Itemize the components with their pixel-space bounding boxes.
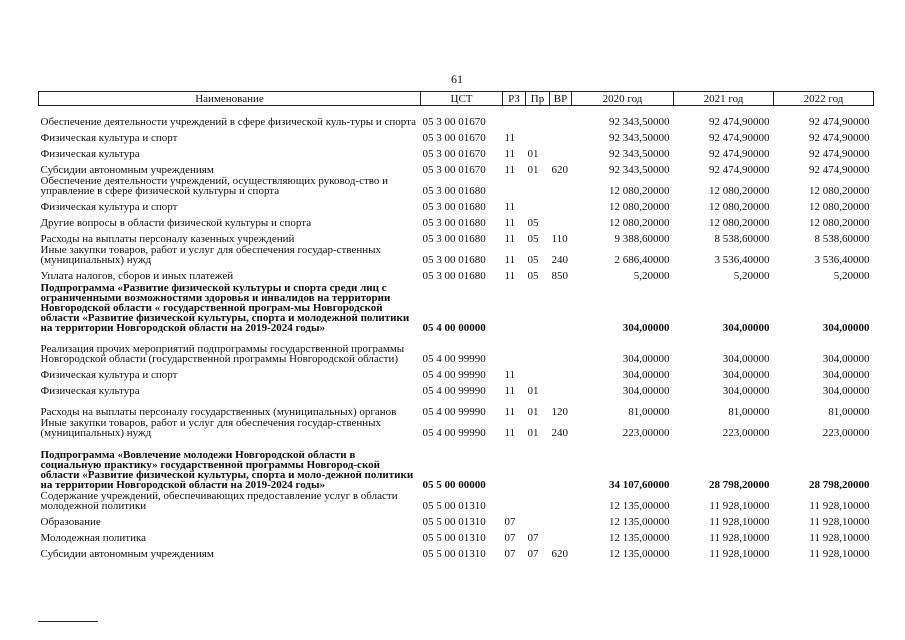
row-rz: 11 bbox=[504, 217, 516, 229]
row-pr bbox=[526, 490, 550, 511]
row-name: Иные закупки товаров, работ и услуг для обеспечения государ-ственных (муниципальных) нужд bbox=[40, 417, 382, 439]
table-row bbox=[39, 196, 874, 212]
row-name: Физическая культура и спорт bbox=[40, 201, 178, 213]
table-row bbox=[39, 417, 874, 438]
table-row bbox=[39, 175, 874, 196]
row-name: Обеспечение деятельности учреждений, осуществляющих руковод-ство и управление в сфере физической культуры и спорта bbox=[40, 175, 389, 197]
row-rz bbox=[503, 175, 526, 196]
row-cst: 05 3 00 01670 bbox=[422, 164, 486, 176]
row-vr: 240 bbox=[551, 427, 568, 439]
row-2021: 81,00000 bbox=[728, 406, 770, 418]
row-cst: 05 3 00 01680 bbox=[422, 254, 486, 266]
row-2021: 304,00000 bbox=[722, 369, 770, 381]
row-pr bbox=[526, 364, 550, 380]
table-row bbox=[39, 527, 874, 543]
row-pr bbox=[526, 175, 550, 196]
row-pr: 01 bbox=[527, 164, 539, 176]
row-pr: 01 bbox=[527, 427, 539, 439]
row-2021: 5,20000 bbox=[733, 270, 770, 282]
row-cst: 05 4 00 00000 bbox=[422, 322, 486, 334]
header-2020: 2020 год bbox=[572, 92, 674, 106]
row-2021: 3 536,40000 bbox=[714, 254, 770, 266]
table-row bbox=[39, 265, 874, 281]
row-name: Подпрограмма «Развитие физической культуры и спорта среди лиц с ограниченными возможностями здоровья и инвалидов на территории Новгородской области « государственной програм-мы Новгородской области «Развитие физической культуры, спорта и молодежной политики на территории Новгородской области на 2019-2024 годы» bbox=[40, 282, 410, 334]
row-rz: 11 bbox=[504, 233, 516, 245]
row-rz: 11 bbox=[504, 254, 516, 266]
row-2022: 304,00000 bbox=[822, 369, 870, 381]
row-vr bbox=[550, 333, 572, 364]
table-row bbox=[39, 364, 874, 380]
row-pr bbox=[526, 127, 550, 143]
row-2020: 12 135,00000 bbox=[609, 548, 670, 560]
row-cst: 05 3 00 01680 bbox=[422, 217, 486, 229]
row-2022: 8 538,60000 bbox=[814, 233, 870, 245]
row-2021: 92 474,90000 bbox=[709, 164, 770, 176]
row-vr bbox=[550, 106, 572, 128]
row-cst: 05 5 00 01310 bbox=[422, 516, 486, 528]
row-pr bbox=[526, 281, 550, 333]
row-rz: 11 bbox=[504, 427, 516, 439]
row-2020: 92 343,50000 bbox=[609, 132, 670, 144]
row-cst: 05 3 00 01670 bbox=[422, 148, 486, 160]
header-2021: 2021 год bbox=[674, 92, 774, 106]
row-name: Физическая культура и спорт bbox=[40, 369, 178, 381]
row-rz: 07 bbox=[504, 532, 516, 544]
row-pr: 05 bbox=[527, 270, 539, 282]
row-rz bbox=[503, 438, 526, 490]
row-2020: 12 080,20000 bbox=[609, 201, 670, 213]
row-pr bbox=[526, 511, 550, 527]
row-cst: 05 3 00 01670 bbox=[422, 132, 486, 144]
row-2022: 92 474,90000 bbox=[809, 116, 870, 128]
row-2022: 11 928,10000 bbox=[809, 500, 870, 512]
table-row bbox=[39, 159, 874, 175]
row-2022: 304,00000 bbox=[822, 322, 870, 334]
row-2021: 8 538,60000 bbox=[714, 233, 770, 245]
row-2021: 12 080,20000 bbox=[709, 185, 770, 197]
row-vr bbox=[550, 511, 572, 527]
row-cst: 05 3 00 01680 bbox=[422, 185, 486, 197]
header-pr: Пр bbox=[526, 92, 550, 106]
table-row bbox=[39, 396, 874, 417]
row-name: Другие вопросы в области физической культуры и спорта bbox=[40, 217, 312, 229]
row-2022: 3 536,40000 bbox=[814, 254, 870, 266]
row-rz: 11 bbox=[504, 201, 516, 213]
budget-table bbox=[38, 91, 874, 559]
row-2021: 11 928,10000 bbox=[709, 532, 770, 544]
row-2022: 223,00000 bbox=[822, 427, 870, 439]
row-2020: 5,20000 bbox=[633, 270, 670, 282]
row-pr: 05 bbox=[527, 217, 539, 229]
row-2020: 12 080,20000 bbox=[609, 217, 670, 229]
row-2021: 12 080,20000 bbox=[709, 217, 770, 229]
row-2020: 92 343,50000 bbox=[609, 164, 670, 176]
row-cst: 05 3 00 01670 bbox=[422, 116, 486, 128]
row-2021: 304,00000 bbox=[722, 353, 770, 365]
row-cst: 05 4 00 99990 bbox=[422, 427, 486, 439]
row-rz: 11 bbox=[504, 132, 516, 144]
table-row bbox=[39, 333, 874, 364]
row-vr bbox=[550, 438, 572, 490]
row-2022: 92 474,90000 bbox=[809, 148, 870, 160]
row-2020: 12 080,20000 bbox=[609, 185, 670, 197]
row-vr bbox=[550, 196, 572, 212]
row-2022: 11 928,10000 bbox=[809, 516, 870, 528]
row-pr: 01 bbox=[527, 385, 539, 397]
row-name: Обеспечение деятельности учреждений в сфере физической куль-туры и спорта bbox=[40, 116, 416, 128]
row-2021: 11 928,10000 bbox=[709, 516, 770, 528]
row-2020: 92 343,50000 bbox=[609, 148, 670, 160]
table-body bbox=[39, 106, 874, 560]
row-vr bbox=[550, 527, 572, 543]
row-name: Субсидии автономным учреждениям bbox=[40, 164, 214, 176]
header-name: Наименование bbox=[39, 92, 421, 106]
table-row bbox=[39, 143, 874, 159]
header-cst: ЦСТ bbox=[421, 92, 503, 106]
row-vr: 620 bbox=[551, 548, 568, 560]
row-cst: 05 4 00 99990 bbox=[422, 406, 486, 418]
row-2022: 11 928,10000 bbox=[809, 532, 870, 544]
table-row bbox=[39, 543, 874, 559]
row-2020: 223,00000 bbox=[622, 427, 670, 439]
row-vr: 240 bbox=[551, 254, 568, 266]
row-name: Субсидии автономным учреждениям bbox=[40, 548, 214, 560]
row-rz: 11 bbox=[504, 270, 516, 282]
row-vr bbox=[550, 490, 572, 511]
row-name: Молодежная политика bbox=[40, 532, 147, 544]
row-name: Физическая культура bbox=[40, 385, 140, 397]
row-name: Подпрограмма «Вовлечение молодежи Новгородской области в социальную практику» государственной программы Новгород-ской области «Развитие физической культуры, спорта и моло-дежной политики на территории Новгородской области на 2019-2024 годы» bbox=[40, 449, 414, 491]
row-cst: 05 4 00 99990 bbox=[422, 385, 486, 397]
row-name: Иные закупки товаров, работ и услуг для обеспечения государ-ственных (муниципальных) нужд bbox=[40, 244, 382, 266]
row-2020: 9 388,60000 bbox=[614, 233, 670, 245]
row-2022: 92 474,90000 bbox=[809, 164, 870, 176]
row-vr: 120 bbox=[551, 406, 568, 418]
row-cst: 05 5 00 01310 bbox=[422, 500, 486, 512]
row-vr bbox=[550, 175, 572, 196]
row-cst: 05 5 00 01310 bbox=[422, 548, 486, 560]
row-cst: 05 5 00 01310 bbox=[422, 532, 486, 544]
row-2022: 304,00000 bbox=[822, 385, 870, 397]
row-2022: 81,00000 bbox=[828, 406, 870, 418]
table-row bbox=[39, 244, 874, 265]
row-rz: 11 bbox=[504, 406, 516, 418]
row-2020: 304,00000 bbox=[622, 322, 670, 334]
row-vr bbox=[550, 380, 572, 396]
row-2020: 12 135,00000 bbox=[609, 500, 670, 512]
row-name: Расходы на выплаты персоналу казенных учреждений bbox=[40, 233, 295, 245]
row-name: Расходы на выплаты персоналу государственных (муниципальных) органов bbox=[40, 406, 397, 418]
row-2022: 11 928,10000 bbox=[809, 548, 870, 560]
footer-divider bbox=[38, 621, 98, 622]
row-name: Уплата налогов, сборов и иных платежей bbox=[40, 270, 234, 282]
row-vr bbox=[550, 212, 572, 228]
table-row bbox=[39, 127, 874, 143]
row-2020: 304,00000 bbox=[622, 369, 670, 381]
row-name: Содержание учреждений, обеспечивающих предоставление услуг в области молодежной политики bbox=[40, 490, 398, 512]
row-2020: 12 135,00000 bbox=[609, 532, 670, 544]
row-name: Реализация прочих мероприятий подпрограммы государственной программы Новгородской области (государственной программы Новгородской области) bbox=[40, 343, 405, 365]
row-2021: 304,00000 bbox=[722, 385, 770, 397]
row-name: Физическая культура bbox=[40, 148, 140, 160]
header-2022: 2022 год bbox=[774, 92, 874, 106]
row-2021: 304,00000 bbox=[722, 322, 770, 334]
row-pr: 05 bbox=[527, 254, 539, 266]
row-2022: 12 080,20000 bbox=[809, 201, 870, 213]
table-header-row bbox=[39, 92, 874, 106]
table-row bbox=[39, 212, 874, 228]
row-rz bbox=[503, 281, 526, 333]
row-2021: 11 928,10000 bbox=[709, 548, 770, 560]
table-row bbox=[39, 511, 874, 527]
row-2022: 92 474,90000 bbox=[809, 132, 870, 144]
row-cst: 05 5 00 00000 bbox=[422, 479, 486, 491]
table-row bbox=[39, 106, 874, 128]
row-2020: 304,00000 bbox=[622, 353, 670, 365]
row-2022: 5,20000 bbox=[833, 270, 870, 282]
row-rz bbox=[503, 333, 526, 364]
row-vr bbox=[550, 364, 572, 380]
row-vr bbox=[550, 281, 572, 333]
row-2020: 81,00000 bbox=[628, 406, 670, 418]
row-2020: 304,00000 bbox=[622, 385, 670, 397]
row-cst: 05 3 00 01680 bbox=[422, 270, 486, 282]
row-vr bbox=[550, 143, 572, 159]
table-row bbox=[39, 438, 874, 490]
row-2020: 34 107,60000 bbox=[609, 479, 670, 491]
row-2021: 28 798,20000 bbox=[709, 479, 770, 491]
row-2021: 223,00000 bbox=[722, 427, 770, 439]
table-row bbox=[39, 490, 874, 511]
row-2021: 92 474,90000 bbox=[709, 116, 770, 128]
row-pr bbox=[526, 333, 550, 364]
row-cst: 05 3 00 01680 bbox=[422, 201, 486, 213]
table-row bbox=[39, 380, 874, 396]
row-cst: 05 3 00 01680 bbox=[422, 233, 486, 245]
table-row bbox=[39, 228, 874, 244]
row-2021: 92 474,90000 bbox=[709, 148, 770, 160]
row-rz: 07 bbox=[504, 516, 516, 528]
row-pr: 01 bbox=[527, 406, 539, 418]
row-rz bbox=[503, 106, 526, 128]
row-2021: 12 080,20000 bbox=[709, 201, 770, 213]
row-2022: 304,00000 bbox=[822, 353, 870, 365]
header-rz: РЗ bbox=[503, 92, 526, 106]
row-rz bbox=[503, 490, 526, 511]
table-row bbox=[39, 281, 874, 333]
row-rz: 11 bbox=[504, 164, 516, 176]
row-pr: 07 bbox=[527, 548, 539, 560]
row-cst: 05 4 00 99990 bbox=[422, 353, 486, 365]
row-vr: 110 bbox=[551, 233, 568, 245]
row-pr bbox=[526, 196, 550, 212]
row-vr: 850 bbox=[551, 270, 568, 282]
row-rz: 11 bbox=[504, 385, 516, 397]
row-pr: 05 bbox=[527, 233, 539, 245]
row-2021: 92 474,90000 bbox=[709, 132, 770, 144]
row-vr: 620 bbox=[551, 164, 568, 176]
header-vr: ВР bbox=[550, 92, 572, 106]
row-cst: 05 4 00 99990 bbox=[422, 369, 486, 381]
row-2022: 12 080,20000 bbox=[809, 217, 870, 229]
row-pr: 07 bbox=[527, 532, 539, 544]
row-2022: 12 080,20000 bbox=[809, 185, 870, 197]
row-rz: 07 bbox=[504, 548, 516, 560]
row-name: Образование bbox=[40, 516, 101, 528]
row-pr: 01 bbox=[527, 148, 539, 160]
row-2020: 12 135,00000 bbox=[609, 516, 670, 528]
row-pr bbox=[526, 106, 550, 128]
row-2022: 28 798,20000 bbox=[809, 479, 870, 491]
row-pr bbox=[526, 438, 550, 490]
row-vr bbox=[550, 127, 572, 143]
row-2021: 11 928,10000 bbox=[709, 500, 770, 512]
row-2020: 2 686,40000 bbox=[614, 254, 670, 266]
row-rz: 11 bbox=[504, 369, 516, 381]
row-rz: 11 bbox=[504, 148, 516, 160]
page-number: 61 bbox=[451, 72, 463, 86]
row-2020: 92 343,50000 bbox=[609, 116, 670, 128]
row-name: Физическая культура и спорт bbox=[40, 132, 178, 144]
